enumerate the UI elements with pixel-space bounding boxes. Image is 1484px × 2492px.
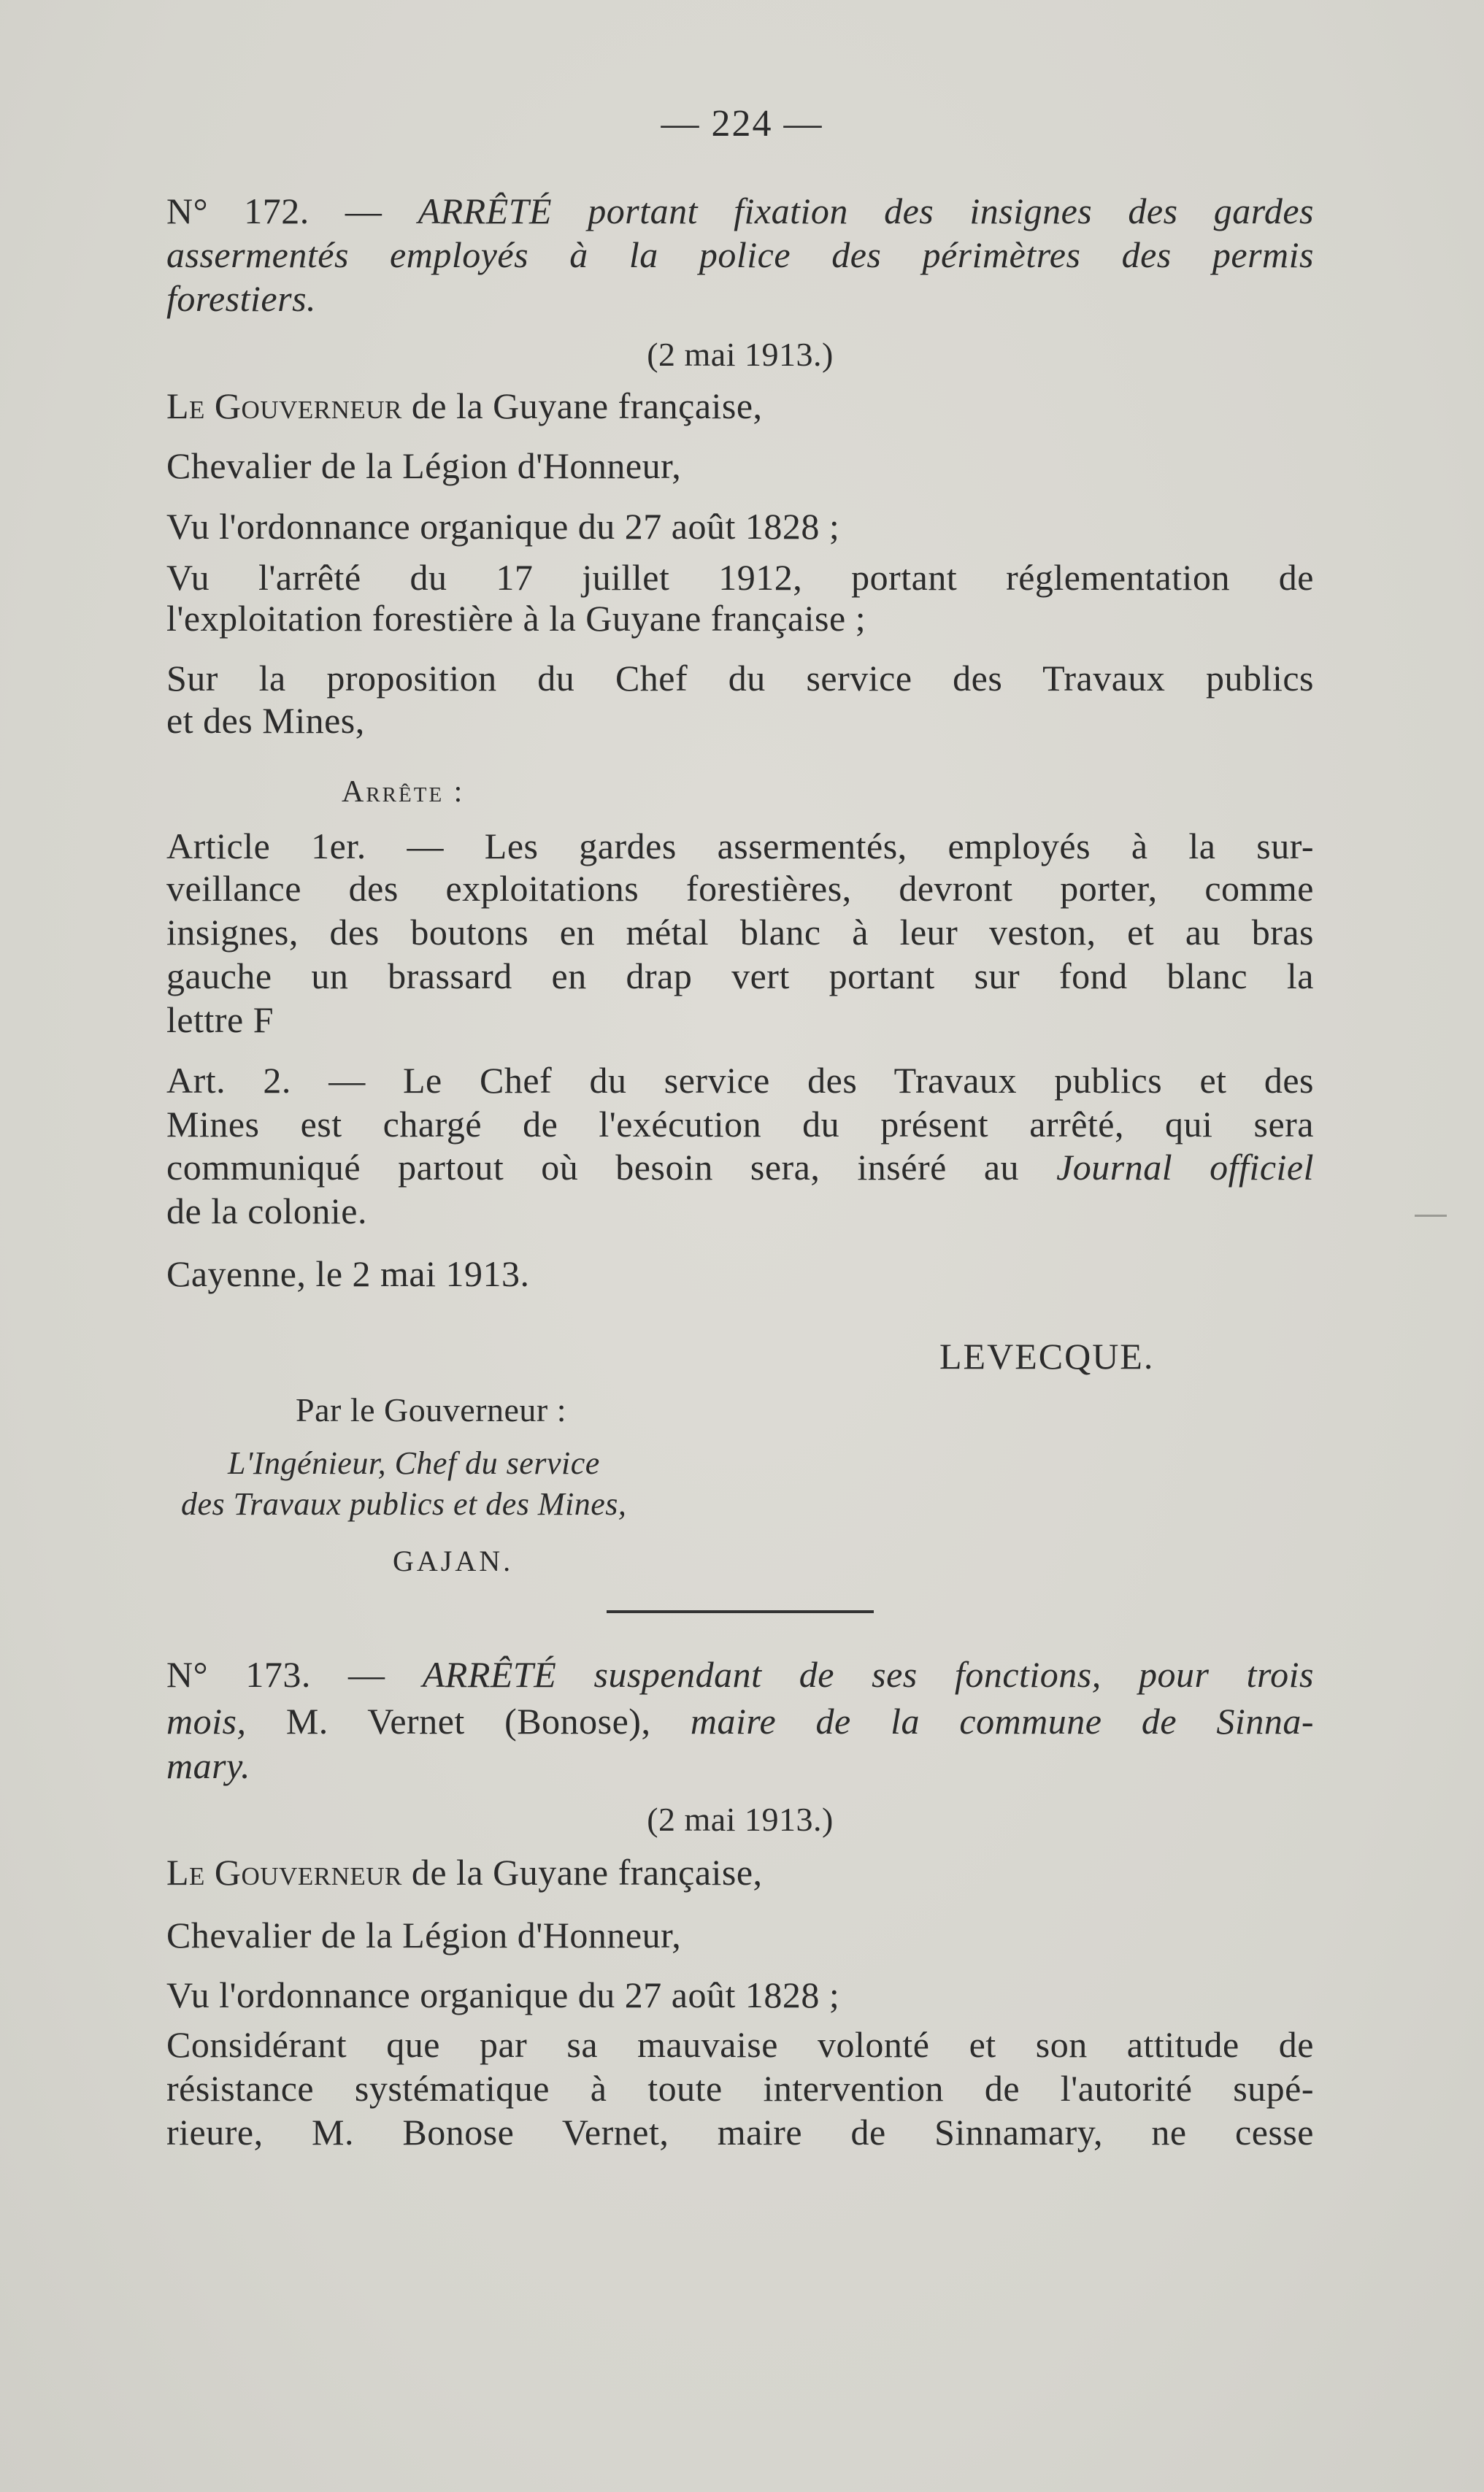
decree-title-line: mary. [166,1745,250,1786]
vu-paragraph-cont: l'exploitation forestière à la Guyane française ; [166,598,866,639]
article-1-line: gauche un brassard en drap vert portant sur fond blanc la [166,955,1314,996]
sur-proposition: Sur la proposition du Chef du service des Travaux publics [166,658,1314,699]
article-2-line: de la colonie. [166,1191,367,1231]
decree-title: ARRÊTÉ suspendant de ses fonctions, pour trois [422,1654,1314,1695]
vu-paragraph: Vu l'ordonnance organique du 27 août 1828 ; [166,506,840,547]
considerant-line: rieure, M. Bonose Vernet, maire de Sinnamary, ne cesse [166,2112,1314,2153]
decree-date: (2 mai 1913.) [647,336,834,373]
page-number: — 224 — [661,103,823,145]
sur-proposition-cont: et des Mines, [166,700,365,741]
chevalier-line: Chevalier de la Légion d'Honneur, [166,445,682,486]
article-2-line: communiqué partout où besoin sera, inséré au Journal officiel [166,1147,1314,1188]
section-divider [607,1610,874,1613]
decree-number: N° 173. — [166,1654,423,1695]
governor-line: Le Gouverneur de la Guyane française, [166,1852,763,1893]
par-le-gouverneur: Par le Gouverneur : [296,1391,566,1428]
journal-officiel: Journal officiel [1056,1147,1314,1188]
decree-172-title [166,188,1314,234]
article-2-line: Mines est chargé de l'exécution du présent arrêté, qui sera [166,1104,1314,1145]
governor-signature: LEVECQUE. [939,1336,1155,1377]
decree-173-title [166,1652,1314,1697]
engineer-title-cont: des Travaux publics et des Mines, [181,1486,627,1522]
decree-title: ARRÊTÉ portant fixation des insignes des gardes [418,191,1314,231]
engineer-title: L'Ingénieur, Chef du service [228,1445,600,1481]
article-1-line: insignes, des boutons en métal blanc à leur veston, et au bras [166,912,1314,953]
article-1: Article 1er. — Les gardes assermentés, employés à la sur- [166,826,1314,866]
place-date: Cayenne, le 2 mai 1913. [166,1253,530,1294]
vu-paragraph: Vu l'arrêté du 17 juillet 1912, portant réglementation de [166,557,1314,598]
decree-title-line: mois, M. Vernet (Bonose), maire de la commune de Sinna- [166,1701,1314,1742]
decree-number: N° 172. — [166,191,418,231]
considerant-line: résistance systématique à toute intervention de l'autorité supé- [166,2068,1314,2109]
arrete-heading: Arrête : [342,775,465,809]
vu-paragraph: Vu l'ordonnance organique du 27 août 1828 ; [166,1974,840,2015]
article-2: Art. 2. — Le Chef du service des Travaux publics et des [166,1060,1314,1101]
decree-title-line: assermentés employés à la police des périmètres des permis [166,234,1314,275]
governor-line: Le Gouverneur de la Guyane française, [166,385,763,426]
margin-mark [1415,1215,1447,1217]
article-1-line: veillance des exploitations forestières, devront porter, comme [166,868,1314,909]
engineer-signature: GAJAN. [393,1545,514,1577]
chevalier-line: Chevalier de la Légion d'Honneur, [166,1915,682,1955]
decree-title-line: forestiers. [166,278,317,319]
article-1-line: lettre F [166,999,274,1040]
considerant-paragraph: Considérant que par sa mauvaise volonté et son attitude de [166,2024,1314,2065]
decree-date: (2 mai 1913.) [647,1801,834,1838]
